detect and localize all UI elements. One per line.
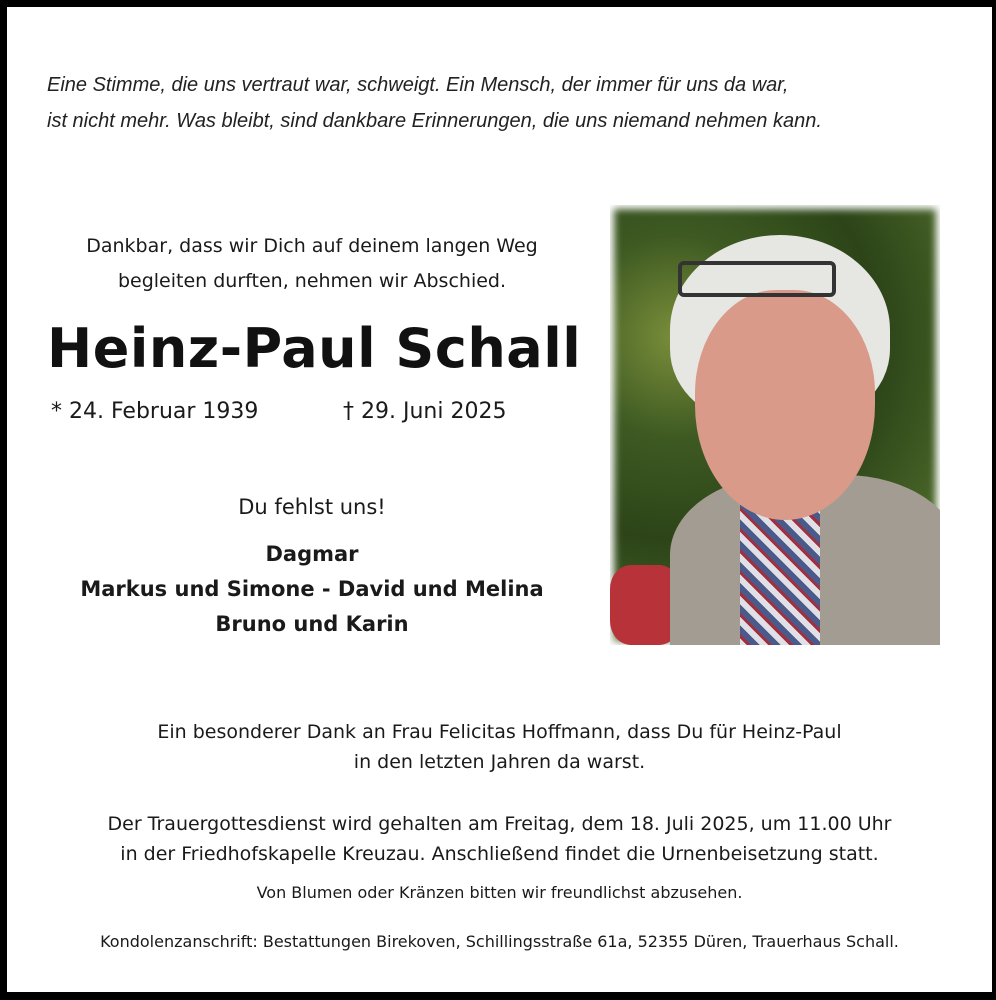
portrait-photo [610, 205, 940, 645]
thanks-line: Ein besonderer Dank an Frau Felicitas Hoffmann, dass Du für Heinz-Paul [157, 721, 842, 743]
intro-line: begleiten durften, nehmen wir Abschied. [117, 270, 507, 292]
family-names [47, 537, 577, 642]
glasses-icon [678, 261, 836, 297]
death-date: † 29. Juni 2025 [343, 399, 507, 424]
family-line: Markus und Simone - David und Melina [80, 577, 544, 601]
family-line: Bruno und Karin [215, 612, 409, 636]
quote-line: ist nicht mehr. Was bleibt, sind dankbare Erinnerungen, die uns niemand nehmen kann. [47, 110, 822, 132]
face [695, 290, 875, 520]
birth-date: * 24. Februar 1939 [51, 399, 259, 424]
family-line: Dagmar [265, 542, 359, 566]
obituary-notice [7, 7, 992, 992]
condolence-address: Kondolenzanschrift: Bestattungen Birekoven, Schillingsstraße 61a, 52355 Düren, Trauerhaus Schall. [100, 932, 899, 951]
deceased-name: Heinz-Paul Schall [47, 317, 582, 380]
service-line: in der Friedhofskapelle Kreuzau. Anschließend findet die Urnenbeisetzung statt. [120, 843, 879, 865]
flowers-note: Von Blumen oder Kränzen bitten wir freundlichst abzusehen. [256, 883, 743, 902]
quote-line: Eine Stimme, die uns vertraut war, schweigt. Ein Mensch, der immer für uns da war, [47, 74, 789, 96]
thanks-line: in den letzten Jahren da warst. [353, 751, 646, 773]
service-text [7, 809, 992, 869]
quote [47, 67, 822, 139]
thanks-text [7, 717, 992, 777]
intro-text [47, 229, 577, 299]
shirt [740, 505, 820, 645]
miss-text: Du fehlst uns! [238, 495, 386, 519]
intro-line: Dankbar, dass wir Dich auf deinem langen Weg [86, 235, 538, 257]
service-line: Der Trauergottesdienst wird gehalten am Freitag, dem 18. Juli 2025, um 11.00 Uhr [107, 813, 892, 835]
